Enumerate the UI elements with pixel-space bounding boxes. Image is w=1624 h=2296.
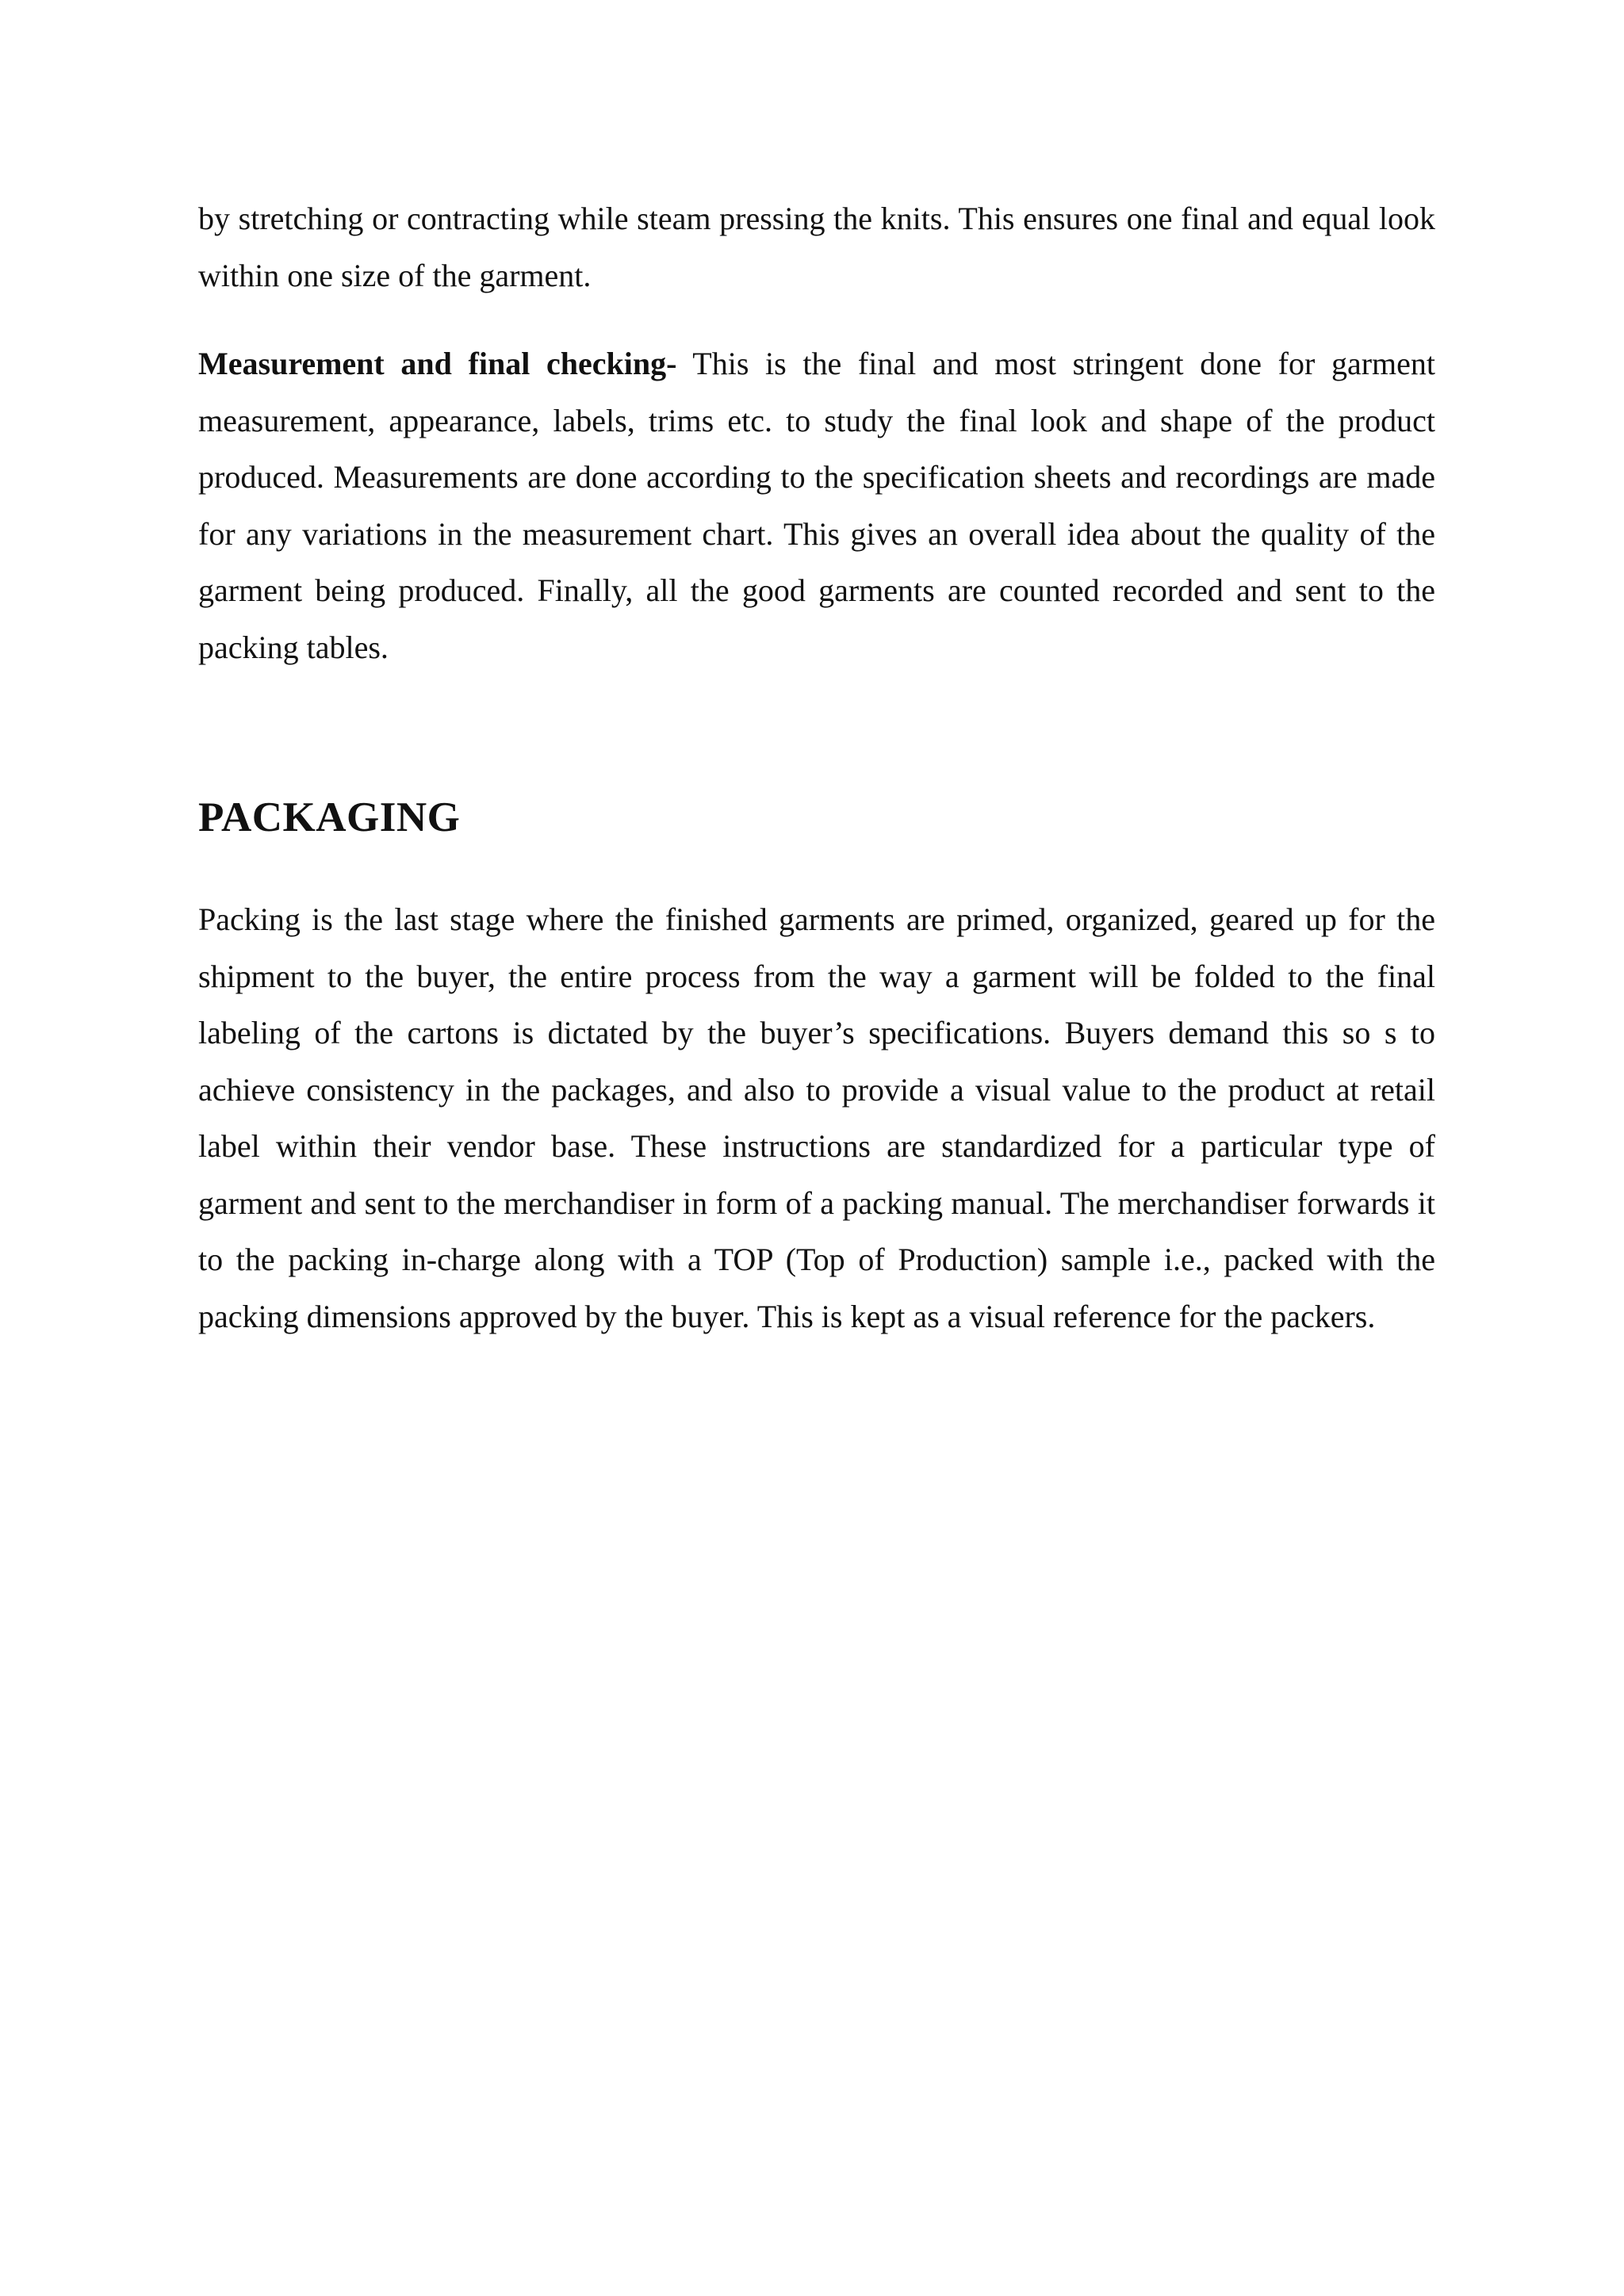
paragraph-measurement-body: This is the final and most stringent done for garment measurement, appearance, labels, trims etc. to study the final look and shape of the product produced. Measurements are done according to the specification sheets and recordings are made for any variations in the measurement chart. This gives an overall idea about the quality of the garment being produced. Finally, all the good garments are counted recorded and sent to the packing tables. [198,346,1435,665]
section-heading-packaging: PACKAGING [198,794,461,840]
paragraph-packing: Packing is the last stage where the finished garments are primed, organized, geared up for the shipment to the buyer, the entire process from the way a garment will be folded to the final labeling of the cartons is dictated by the buyer’s specifications. Buyers demand this so s to achieve consistency in the packages, and also to provide a visual value to the product at retail label within their vendor base. These instructions are standardized for a particular type of garment and sent to the merchandiser in form of a packing manual. The merchandiser forwards it to the packing in-charge along with a TOP (Top of Production) sample i.e., packed with the packing dimensions approved by the buyer. This is kept as a visual reference for the packers. [198,901,1435,1334]
paragraph-measurement [198,335,1435,675]
term-measurement-checking: Measurement and final checking- [198,346,677,381]
paragraph-pressing: by stretching or contracting while steam pressing the knits. This ensures one final and equal look within one size of the garment. [198,201,1435,293]
document-page [198,190,1435,1345]
